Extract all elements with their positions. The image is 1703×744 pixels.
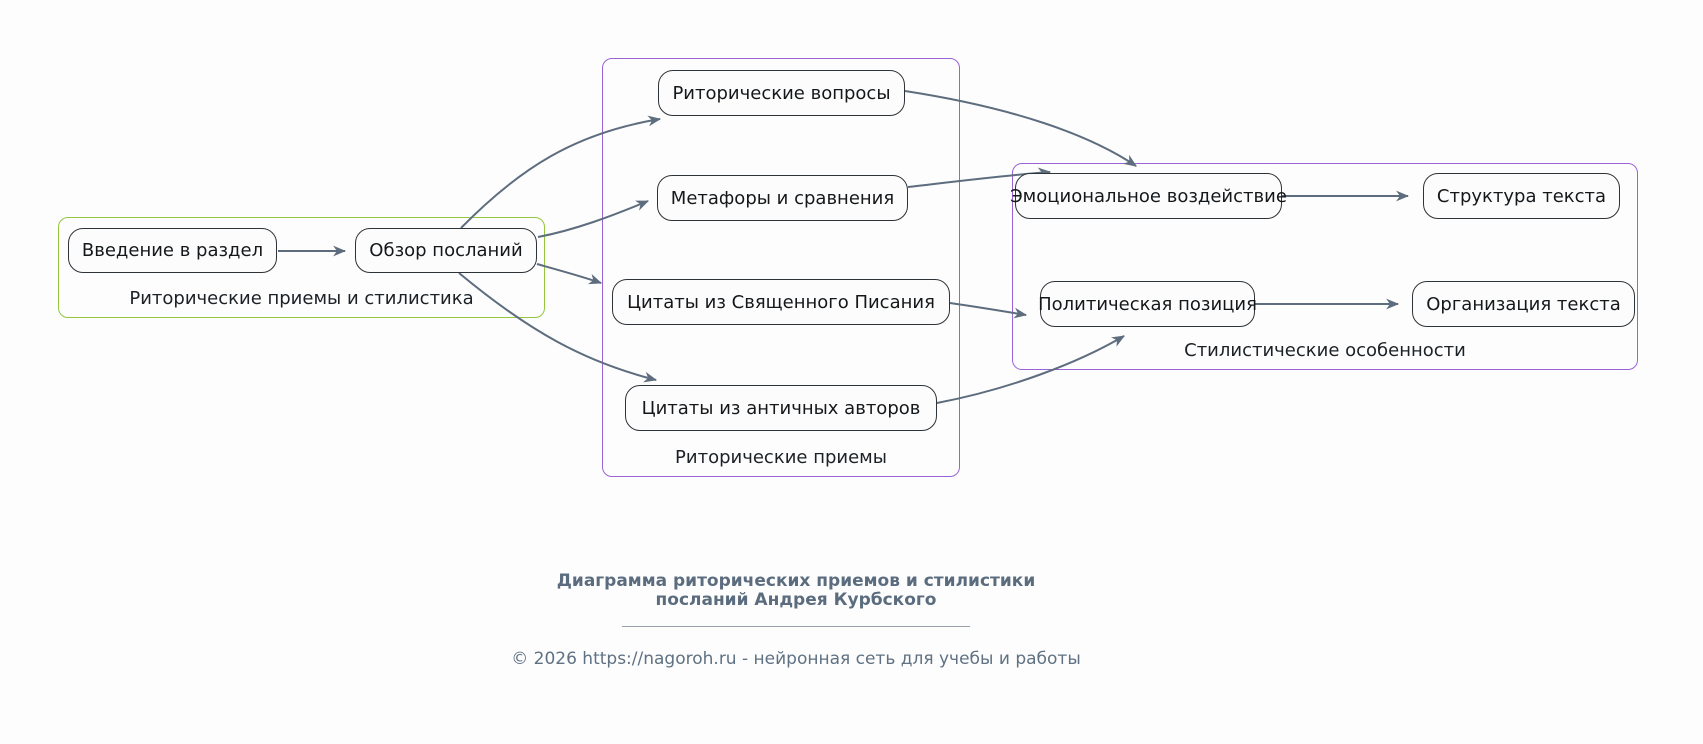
node-text-structure: Структура текста xyxy=(1423,173,1620,219)
node-metaphors: Метафоры и сравнения xyxy=(657,175,908,221)
caption-title-line1: Диаграмма риторических приемов и стилистики xyxy=(556,571,1036,591)
group-label-rhetoric-style: Риторические приемы и стилистика xyxy=(129,288,474,309)
edge-overview-to-rhetorical-questions xyxy=(461,119,660,228)
node-intro: Введение в раздел xyxy=(68,228,277,273)
node-scripture-quotes: Цитаты из Священного Писания xyxy=(612,279,950,325)
node-overview: Обзор посланий xyxy=(355,228,537,273)
edge-overview-to-metaphors xyxy=(538,201,648,237)
copyright-text: © 2026 https://nagoroh.ru - нейронная сеть для учебы и работы xyxy=(511,649,1081,669)
node-political-position: Политическая позиция xyxy=(1040,281,1255,327)
node-emotional-impact: Эмоциональное воздействие xyxy=(1015,173,1282,219)
node-antique-quotes: Цитаты из античных авторов xyxy=(625,385,937,431)
group-label-stylistic-features: Стилистические особенности xyxy=(1184,340,1466,361)
node-text-organization: Организация текста xyxy=(1412,281,1635,327)
edge-scripture-quotes-to-political-position xyxy=(950,303,1026,315)
edge-rhetorical-questions-to-emotional-impact xyxy=(905,91,1136,166)
edge-antique-quotes-to-political-position xyxy=(937,336,1124,403)
caption-title-line2: посланий Андрея Курбского xyxy=(655,590,937,610)
node-rhetorical-questions: Риторические вопросы xyxy=(658,70,905,116)
edge-overview-to-scripture-quotes xyxy=(537,264,601,283)
group-label-rhetorical-devices: Риторические приемы xyxy=(675,447,887,468)
